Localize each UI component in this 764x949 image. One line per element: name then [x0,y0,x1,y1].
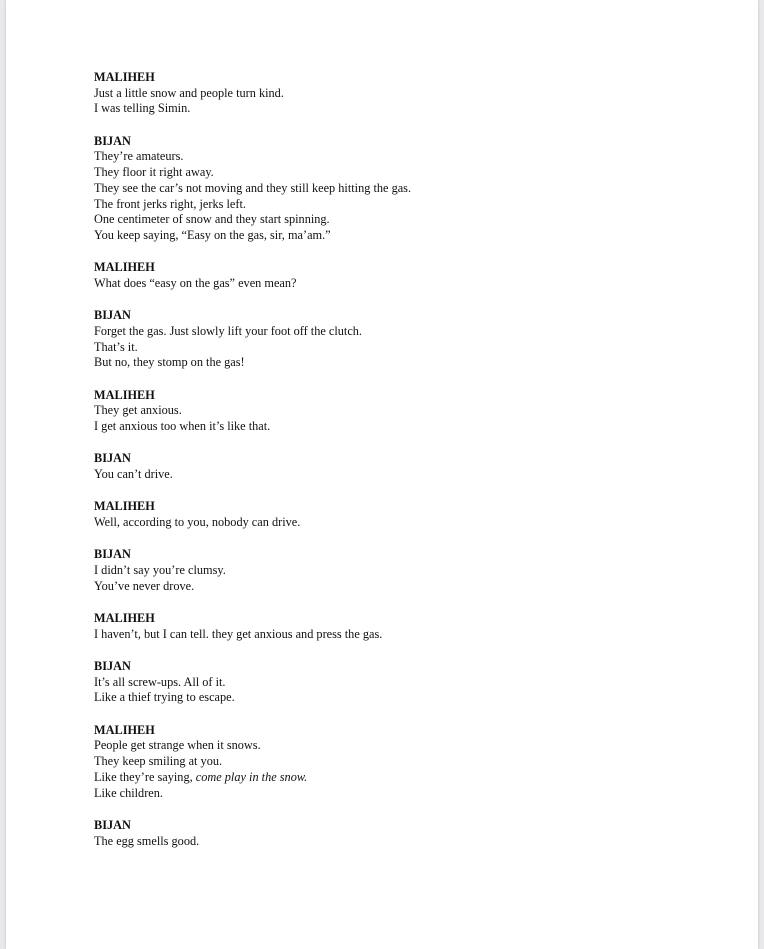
dialogue-line: They’re amateurs. [94,149,184,164]
dialogue-line: You’ve never drove. [94,578,195,593]
speaker-name: MALIHEH [94,260,155,275]
speaker-name: BIJAN [94,308,131,323]
dialogue-line: They keep smiling at you. [94,754,223,769]
dialogue-line: I get anxious too when it’s like that. [94,419,271,434]
dialogue-line: It’s all screw-ups. All of it. [94,674,226,689]
dialogue-line: You can’t drive. [94,467,173,482]
dialogue-line: I was telling Simin. [94,101,191,116]
speaker-name: BIJAN [94,133,131,148]
dialogue-line: They get anxious. [94,403,182,418]
dialogue-line: Forget the gas. Just slowly lift your foot off the clutch. [94,323,362,338]
dialogue-block [94,547,714,594]
dialogue-block [94,260,714,291]
dialogue-line: That’s it. [94,339,138,354]
speaker-name: MALIHEH [94,499,155,514]
document-page [6,0,758,949]
dialogue-line: I didn’t say you’re clumsy. [94,563,226,578]
dialogue-line: They floor it right away. [94,165,214,180]
speaker-name: BIJAN [94,547,131,562]
speaker-name: MALIHEH [94,722,155,737]
dialogue-line: Like a thief trying to escape. [94,690,235,705]
dialogue-line: Well, according to you, nobody can drive. [94,515,301,530]
dialogue-block [94,308,714,371]
speaker-name: BIJAN [94,659,131,674]
dialogue-block [94,659,714,706]
dialogue-line: People get strange when it snows. [94,738,261,753]
speaker-name: BIJAN [94,451,131,466]
dialogue-block [94,611,714,642]
dialogue-line: Just a little snow and people turn kind. [94,85,284,100]
italic-emphasis: come play in the snow. [195,769,308,784]
dialogue-block [94,451,714,482]
script-body [94,70,714,866]
dialogue-line: But no, they stomp on the gas! [94,355,245,370]
dialogue-line: I haven’t, but I can tell. they get anxious and press the gas. [94,626,383,641]
speaker-name: BIJAN [94,817,131,832]
dialogue-line: You keep saying, “Easy on the gas, sir, ma’am.” [94,227,331,242]
dialogue-line: One centimeter of snow and they start spinning. [94,212,330,227]
dialogue-block [94,70,714,117]
dialogue-line: The front jerks right, jerks left. [94,196,246,211]
dialogue-line: What does “easy on the gas” even mean? [94,275,297,290]
dialogue-line: Like children. [94,785,163,800]
dialogue-block [94,134,714,244]
dialogue-line: The egg smells good. [94,833,200,848]
dialogue-line [94,770,714,786]
dialogue-block [94,723,714,802]
dialogue-block [94,388,714,435]
dialogue-block [94,499,714,530]
speaker-name: MALIHEH [94,70,155,84]
speaker-name: MALIHEH [94,611,155,626]
dialogue-block [94,818,714,849]
dialogue-line-text: Like they’re saying, [94,769,196,784]
dialogue-line: They see the car’s not moving and they still keep hitting the gas. [94,180,412,195]
speaker-name: MALIHEH [94,387,155,402]
